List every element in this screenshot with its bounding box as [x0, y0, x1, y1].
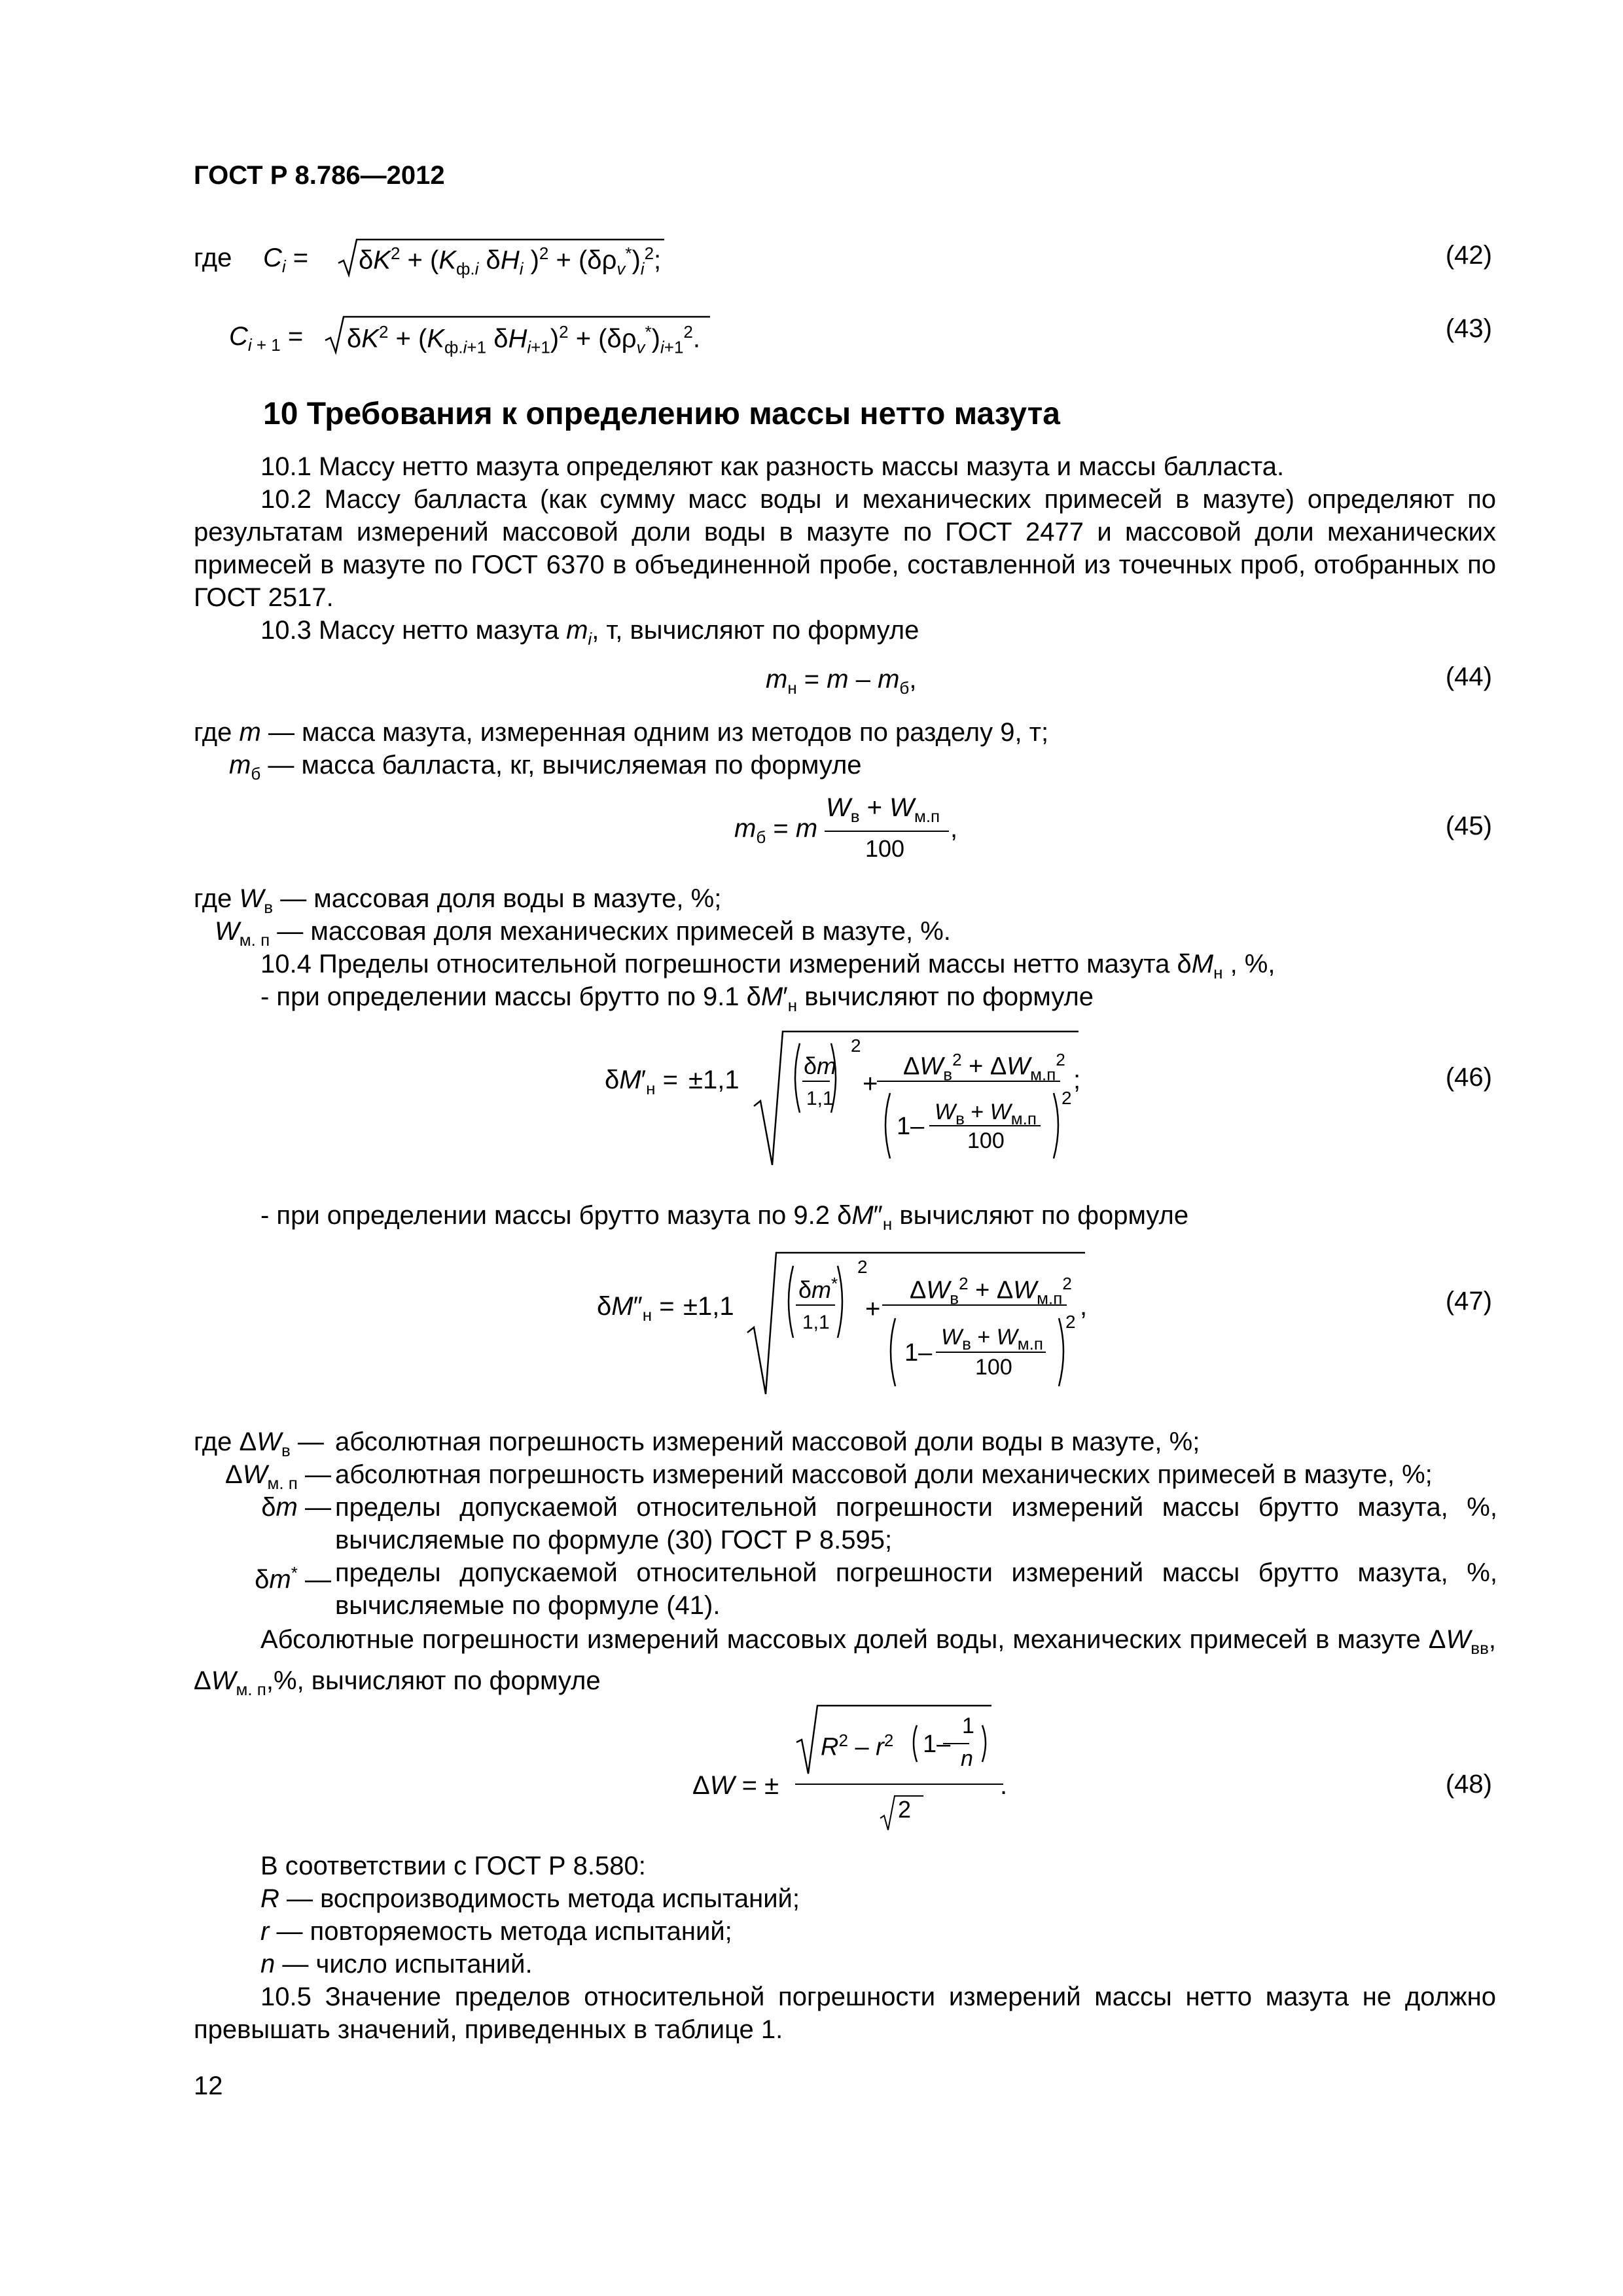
formula-43-body: $\delta K^2 + (K_{ф.i+1}$ $\delta H_{i+1})^2 + (\delta\rho_v^*)_{i+1}^2$.	[347, 322, 701, 357]
eq45-number: (45)	[1445, 812, 1492, 840]
where47-label-3: δm —	[261, 1493, 331, 1522]
formula-47-one-minus: 1–	[904, 1339, 933, 1367]
eq46-number: (46)	[1445, 1063, 1492, 1092]
formula-47-sq2: 2	[1065, 1312, 1076, 1332]
formula-46-semicolon: ;	[1073, 1066, 1081, 1094]
eq42-number: (42)	[1445, 241, 1492, 270]
section-title: 10 Требования к определению массы нетто мазута	[263, 397, 1060, 431]
eq42-where: где	[194, 243, 232, 272]
p10-3-pre: 10.3 Массу нетто мазута	[260, 616, 567, 645]
paragraph-10-1: 10.1 Массу нетто мазута определяют как разность массы мазута и массы балласта.	[260, 452, 1285, 481]
definition-R: R — воспроизводимость метода испытаний;	[260, 1884, 800, 1913]
formula-46-hundred: 100	[967, 1128, 1005, 1153]
formula-48-radicand: $R^2 - r^2$	[821, 1731, 894, 1761]
formula-47-denom-small: 1,1	[802, 1312, 830, 1333]
where47-text-2: абсолютная погрешность измерений массовой доли механических примесей в мазуте, %;	[335, 1460, 1433, 1489]
where47-label-4: δm* —	[255, 1563, 331, 1594]
formula-43: $C_{i + 1}$ =	[229, 322, 304, 355]
formula-48-n: n	[961, 1746, 973, 1771]
formula-46-factor: ±1,1	[688, 1066, 740, 1094]
formula-46-sq1: 2	[851, 1035, 861, 1056]
formula-46-denom-small: 1,1	[806, 1088, 834, 1109]
where47-text-1: абсолютная погрешность измерений массовой доли воды в мазуте, %;	[335, 1427, 1200, 1456]
formula-45-lhs: $m_б = m$	[734, 814, 818, 847]
paragraph-10-3	[260, 614, 919, 655]
formula-47-dm: δm*	[798, 1274, 838, 1303]
paragraph-absolute-errors: Абсолютные погрешности измерений массовых долей воды, механических примесей в мазуте $\Delta W_{вв}$, $\Delta W_{м. п},\%$, вычисляют по формуле	[194, 1625, 1496, 1699]
formula-46-plus: +	[863, 1069, 878, 1098]
p10-3-var: m	[566, 616, 588, 645]
formula-48-lhs: ΔW = ±	[692, 1771, 779, 1800]
eq47-number: (47)	[1445, 1287, 1492, 1316]
where44-line2: $m_б$ — масса балласта, кг, вычисляемая по формуле	[229, 751, 862, 783]
formula-48-period: .	[1000, 1771, 1008, 1800]
document-header: ГОСТ Р 8.786—2012	[194, 161, 445, 190]
definition-n: n — число испытаний.	[260, 1950, 533, 1979]
where47-label-2: $\Delta W_{м. п}$ —	[224, 1460, 331, 1493]
where45-line2: $W_{м. п}$ — массовая доля механических примесей в мазуте, %.	[215, 917, 951, 950]
formula-47-lhs: $\delta M''_н$ =	[597, 1292, 675, 1325]
formula-47-radical	[746, 1249, 1093, 1399]
paragraph-accordance: В соответствии с ГОСТ Р 8.580:	[260, 1852, 646, 1880]
formula-42: $C_i$ =	[263, 243, 309, 276]
formula-42-body: $\delta K^2 + (K_{ф.i}$ $\delta H_i$ )$^2 + (\delta\rho_v^*)_i^2$;	[359, 243, 662, 279]
formula-48-one-minus: 1–	[923, 1731, 951, 1758]
formula-47-inner-num: $W_в + W_{м.п}$	[941, 1325, 1043, 1354]
formula-48-sqrt2: 2	[898, 1796, 912, 1823]
formula-47-sq1: 2	[857, 1257, 868, 1277]
eq44-number: (44)	[1445, 662, 1492, 691]
where47-text-4: пределы допускаемой относительной погрешности измерений массы брутто мазута, %, вычисляемые по формуле (41).	[335, 1558, 1497, 1620]
p10-3-post: , т, вычисляют по формуле	[592, 616, 919, 645]
formula-46-numerator: $\Delta W_в^2 + \Delta W_{м.п}^2$	[903, 1050, 1065, 1085]
paragraph-10-4b: - при определении массы брутто мазута по 9.2 $\delta M''_н$ вычисляют по формуле	[260, 1201, 1189, 1234]
formula-47-comma: ,	[1080, 1292, 1088, 1321]
formula-48-one: 1	[962, 1713, 974, 1738]
formula-44: $m_н = m - m_б$,	[766, 665, 917, 698]
formula-47-numerator: $\Delta W_в^2 + \Delta W_{м.п}^2$	[910, 1274, 1072, 1308]
paragraph-10-4a: - при определении массы брутто по 9.1 $\delta M'_н$ вычисляют по формуле	[260, 982, 1094, 1015]
formula-46-inner-num: $W_в + W_{м.п}$	[935, 1100, 1037, 1128]
paragraph-10-2: 10.2 Массу балласта (как сумму масс воды и механических примесей в мазуте) определяют по результатам измерений массовой доли воды в мазуте по ГОСТ 2477 и массовой доли механических примесей в мазуте по ГОСТ 6370 в объединенной пробе, составленной из точечных проб, отобранных по ГОСТ 2517.	[194, 485, 1496, 612]
where44-line1: где m — масса мазута, измеренная одним из методов по разделу 9, т;	[194, 718, 1049, 747]
formula-47-plus: +	[865, 1295, 881, 1323]
where45-line1: где $W_в$ — массовая доля воды в мазуте, %;	[194, 884, 722, 917]
paragraph-10-4: 10.4 Пределы относительной погрешности измерений массы нетто мазута $\delta M_н$ , %,	[260, 950, 1275, 982]
formula-45-numerator: $W_в + W_{м.п}$	[826, 793, 940, 826]
formula-45-denominator: 100	[865, 835, 905, 862]
eq43-number: (43)	[1445, 314, 1492, 343]
formula-46-dm: δm	[804, 1052, 837, 1079]
eq48-number: (48)	[1445, 1770, 1492, 1799]
formula-47-hundred: 100	[975, 1355, 1012, 1380]
formula-46-sq2: 2	[1061, 1088, 1072, 1108]
formula-45-comma: ,	[950, 814, 958, 843]
paragraph-10-5: 10.5 Значение пределов относительной погрешности измерений массы нетто мазута не должно превышать значений, приведенных в таблице 1.	[194, 1982, 1496, 2044]
formula-47-factor: ±1,1	[683, 1292, 734, 1321]
where47-label-1: где $\Delta W_в$ —	[194, 1427, 324, 1460]
definition-r: r — повторяемость метода испытаний;	[260, 1917, 732, 1946]
formula-46-lhs: $\delta M'_н$ =	[605, 1066, 678, 1098]
page-number: 12	[194, 2072, 223, 2100]
where47-text-3: пределы допускаемой относительной погрешности измерений массы брутто мазута, %, вычисляемые по формуле (30) ГОСТ Р 8.595;	[335, 1493, 1497, 1554]
formula-46-one-minus: 1–	[897, 1113, 925, 1140]
formula-45-fraction-bar	[825, 830, 949, 833]
p10-3-sub: i	[588, 629, 592, 649]
